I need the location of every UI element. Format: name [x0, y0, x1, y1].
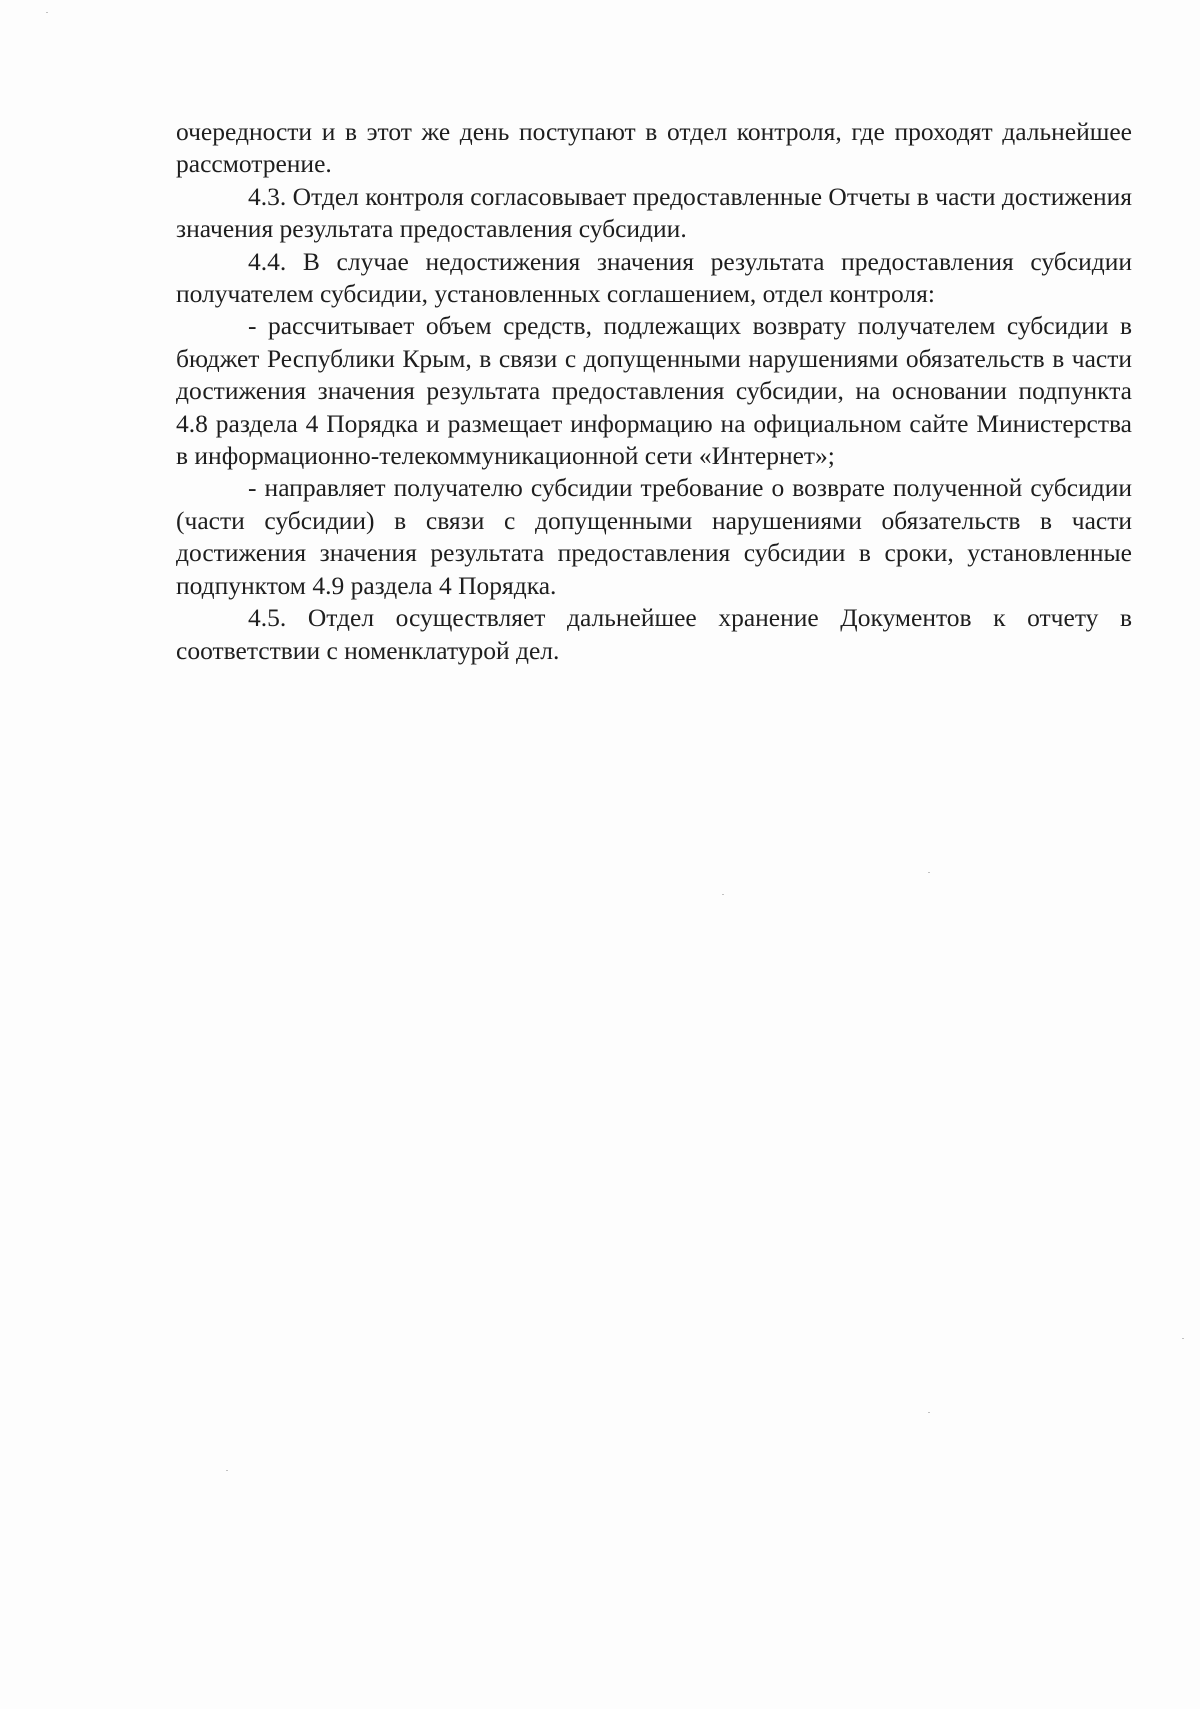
- scan-speck: [928, 872, 930, 873]
- paragraph-bullet-requirement: - направляет получателю субсидии требование о возврате полученной субсидии (части субсидии) в связи с допущенными нарушениями обязательств в части достижения значения результата предоставления субсидии в сроки, установленные подпунктом 4.9 раздела 4 Порядка.: [176, 473, 1132, 600]
- scan-speck: [928, 1412, 930, 1413]
- scan-speck: [226, 1470, 228, 1471]
- scan-speck: [46, 12, 48, 13]
- scan-speck: [1182, 1338, 1184, 1339]
- paragraph-4-3: 4.3. Отдел контроля согласовывает предоставленные Отчеты в части достижения значения результата предоставления субсидии.: [176, 181, 1132, 244]
- paragraph-bullet-calculation: - рассчитывает объем средств, подлежащих возврату получателем субсидии в бюджет Республики Крым, в связи с допущенными нарушениями обязательств в части достижения значения результата предоставления субсидии, на основании подпункта 4.8 раздела 4 Порядка и размещает информацию на официальном сайте Министерства в информационно-телекоммуникационной сети «Интернет»;: [176, 311, 1132, 471]
- paragraph-4-4: 4.4. В случае недостижения значения результата предоставления субсидии получателем субсидии, установленных соглашением, отдел контроля:: [176, 246, 1132, 309]
- paragraph-continuation: очередности и в этот же день поступают в отдел контроля, где проходят дальнейшее рассмотрение.: [176, 117, 1132, 179]
- document-body: [176, 116, 1132, 667]
- paragraph-4-5: 4.5. Отдел осуществляет дальнейшее хранение Документов к отчету в соответствии с номенклатурой дел.: [176, 603, 1132, 665]
- scan-speck: [722, 894, 724, 895]
